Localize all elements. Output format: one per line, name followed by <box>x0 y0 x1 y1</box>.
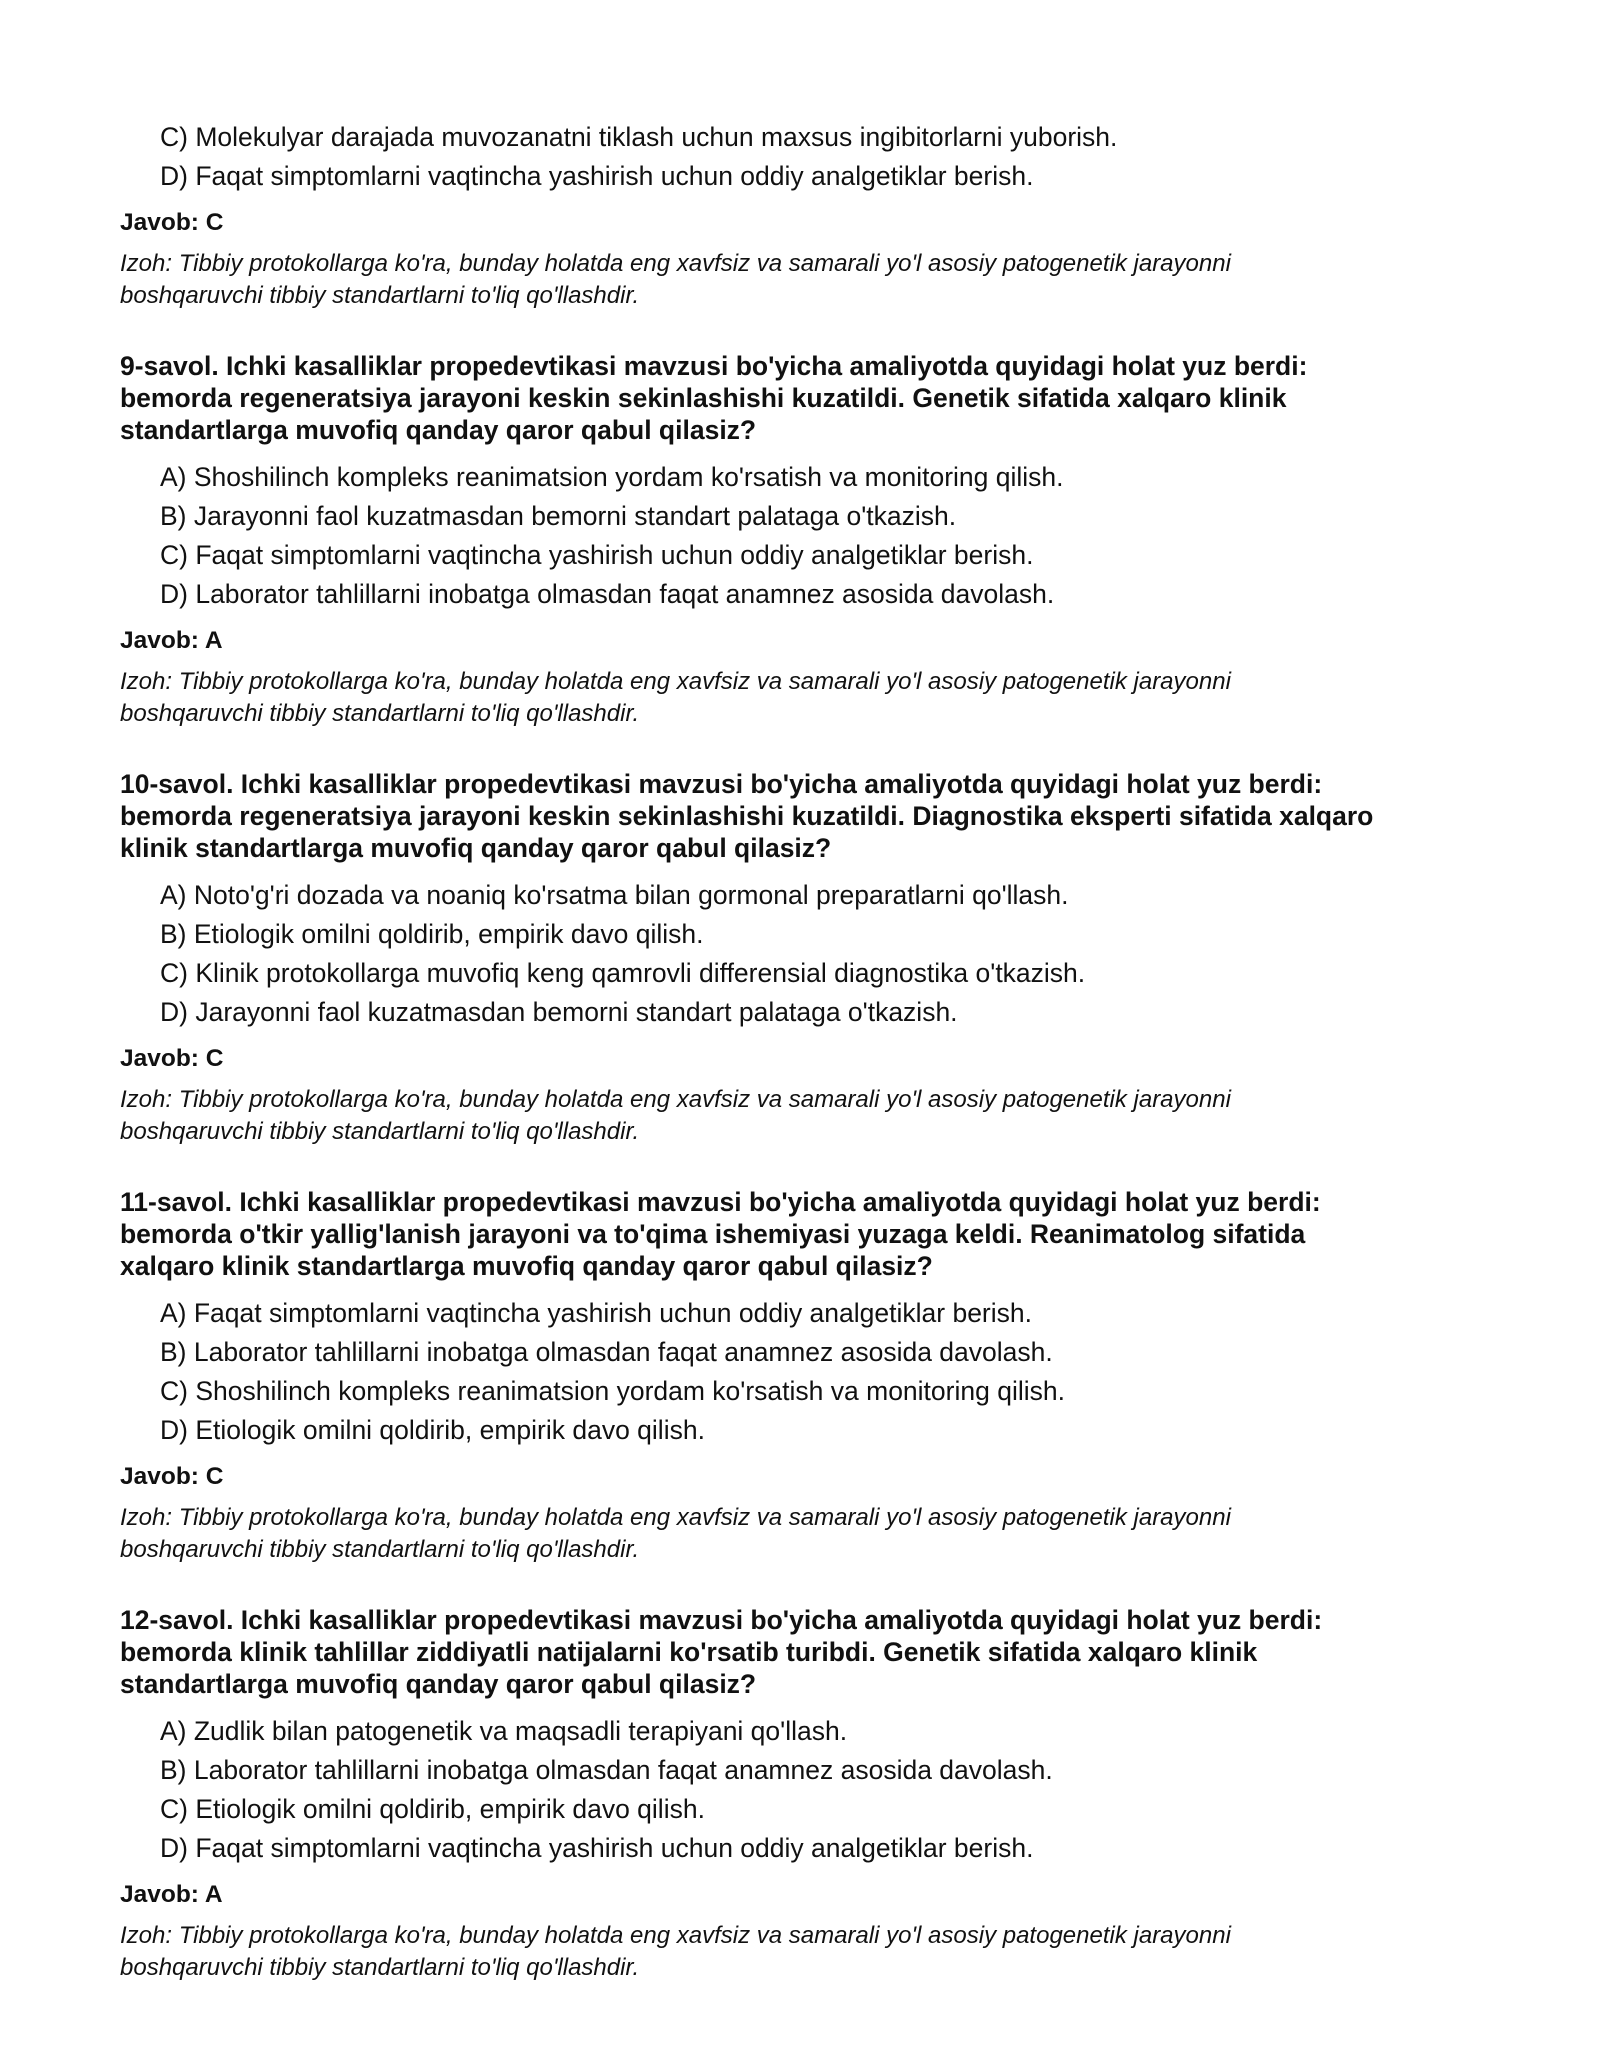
note-line: Izoh: Tibbiy protokollarga ko'ra, bunday holatda eng xavfsiz va samarali yo'l asosiy patogenetik jarayonni <box>120 1922 1231 1949</box>
option-c: C) Faqat simptomlarni vaqtincha yashirish uchun oddiy analgetiklar berish. <box>160 540 1034 570</box>
answer-label: Javob: A <box>120 627 223 654</box>
note-line: Izoh: Tibbiy protokollarga ko'ra, bunday holatda eng xavfsiz va samarali yo'l asosiy patogenetik jarayonni <box>120 1086 1231 1113</box>
note-line: boshqaruvchi tibbiy standartlarni to'liq qo'llashdir. <box>120 1118 640 1145</box>
question-line: 10-savol. Ichki kasalliklar propedevtikasi mavzusi bo'yicha amaliyotda quyidagi holat yuz berdi: <box>120 769 1323 799</box>
question-line: bemorda o'tkir yallig'lanish jarayoni va to'qima ishemiyasi yuzaga keldi. Reanimatolog sifatida <box>120 1219 1306 1249</box>
answer-label: Javob: C <box>120 1045 224 1072</box>
question-block <box>120 350 1500 730</box>
note-line: boshqaruvchi tibbiy standartlarni to'liq qo'llashdir. <box>120 700 640 727</box>
note-line: boshqaruvchi tibbiy standartlarni to'liq qo'llashdir. <box>120 1954 640 1981</box>
option-list <box>120 458 1500 614</box>
document-page <box>120 118 1500 1984</box>
option-b: B) Etiologik omilni qoldirib, empirik davo qilish. <box>160 919 704 949</box>
question-text <box>120 350 1500 446</box>
question-line: bemorda klinik tahlillar ziddiyatli natijalarni ko'rsatib turibdi. Genetik sifatida xalqaro klinik <box>120 1637 1258 1667</box>
option-list <box>120 118 1500 196</box>
question-fragment <box>120 118 1500 312</box>
option-b: B) Laborator tahlillarni inobatga olmasdan faqat anamnez asosida davolash. <box>160 1755 1053 1785</box>
option-b: B) Jarayonni faol kuzatmasdan bemorni standart palataga o'tkazish. <box>160 501 957 531</box>
option-c: C) Klinik protokollarga muvofiq keng qamrovli differensial diagnostika o'tkazish. <box>160 958 1086 988</box>
question-line: standartlarga muvofiq qanday qaror qabul qilasiz? <box>120 1669 757 1699</box>
option-list <box>120 1294 1500 1450</box>
question-line: xalqaro klinik standartlarga muvofiq qanday qaror qabul qilasiz? <box>120 1251 933 1281</box>
answer-label: Javob: A <box>120 1881 223 1908</box>
option-d: D) Faqat simptomlarni vaqtincha yashirish uchun oddiy analgetiklar berish. <box>160 161 1034 191</box>
option-c: C) Shoshilinch kompleks reanimatsion yordam ko'rsatish va monitoring qilish. <box>160 1376 1065 1406</box>
question-line: 12-savol. Ichki kasalliklar propedevtikasi mavzusi bo'yicha amaliyotda quyidagi holat yuz berdi: <box>120 1605 1323 1635</box>
option-b: B) Laborator tahlillarni inobatga olmasdan faqat anamnez asosida davolash. <box>160 1337 1053 1367</box>
option-list <box>120 1712 1500 1868</box>
question-line: standartlarga muvofiq qanday qaror qabul qilasiz? <box>120 415 757 445</box>
answer-label: Javob: C <box>120 1463 224 1490</box>
explanation-note <box>120 666 1500 730</box>
option-d: D) Faqat simptomlarni vaqtincha yashirish uchun oddiy analgetiklar berish. <box>160 1833 1034 1863</box>
note-line: Izoh: Tibbiy protokollarga ko'ra, bunday holatda eng xavfsiz va samarali yo'l asosiy patogenetik jarayonni <box>120 668 1231 695</box>
question-line: 9-savol. Ichki kasalliklar propedevtikasi mavzusi bo'yicha amaliyotda quyidagi holat yuz berdi: <box>120 351 1308 381</box>
question-line: 11-savol. Ichki kasalliklar propedevtikasi mavzusi bo'yicha amaliyotda quyidagi holat yuz berdi: <box>120 1187 1321 1217</box>
question-text <box>120 768 1500 864</box>
option-d: D) Etiologik omilni qoldirib, empirik davo qilish. <box>160 1415 705 1445</box>
explanation-note <box>120 1502 1500 1566</box>
question-line: bemorda regeneratsiya jarayoni keskin sekinlashishi kuzatildi. Genetik sifatida xalqaro klinik <box>120 383 1287 413</box>
question-line: klinik standartlarga muvofiq qanday qaror qabul qilasiz? <box>120 833 832 863</box>
option-c: C) Molekulyar darajada muvozanatni tiklash uchun maxsus ingibitorlarni yuborish. <box>160 122 1118 152</box>
note-line: Izoh: Tibbiy protokollarga ko'ra, bunday holatda eng xavfsiz va samarali yo'l asosiy patogenetik jarayonni <box>120 250 1231 277</box>
option-a: A) Faqat simptomlarni vaqtincha yashirish uchun oddiy analgetiklar berish. <box>160 1298 1032 1328</box>
question-text <box>120 1186 1500 1282</box>
question-text <box>120 1604 1500 1700</box>
explanation-note <box>120 248 1500 312</box>
question-line: bemorda regeneratsiya jarayoni keskin sekinlashishi kuzatildi. Diagnostika eksperti sifatida xalqaro <box>120 801 1374 831</box>
option-a: A) Zudlik bilan patogenetik va maqsadli terapiyani qo'llash. <box>160 1716 848 1746</box>
question-block <box>120 768 1500 1148</box>
question-block <box>120 1604 1500 1984</box>
explanation-note <box>120 1084 1500 1148</box>
answer-label: Javob: C <box>120 209 224 236</box>
explanation-note <box>120 1920 1500 1984</box>
option-a: A) Shoshilinch kompleks reanimatsion yordam ko'rsatish va monitoring qilish. <box>160 462 1064 492</box>
note-line: boshqaruvchi tibbiy standartlarni to'liq qo'llashdir. <box>120 1536 640 1563</box>
option-a: A) Noto'g'ri dozada va noaniq ko'rsatma bilan gormonal preparatlarni qo'llash. <box>160 880 1069 910</box>
note-line: boshqaruvchi tibbiy standartlarni to'liq qo'llashdir. <box>120 282 640 309</box>
option-c: C) Etiologik omilni qoldirib, empirik davo qilish. <box>160 1794 705 1824</box>
question-block <box>120 1186 1500 1566</box>
option-list <box>120 876 1500 1032</box>
option-d: D) Laborator tahlillarni inobatga olmasdan faqat anamnez asosida davolash. <box>160 579 1055 609</box>
option-d: D) Jarayonni faol kuzatmasdan bemorni standart palataga o'tkazish. <box>160 997 958 1027</box>
note-line: Izoh: Tibbiy protokollarga ko'ra, bunday holatda eng xavfsiz va samarali yo'l asosiy patogenetik jarayonni <box>120 1504 1231 1531</box>
